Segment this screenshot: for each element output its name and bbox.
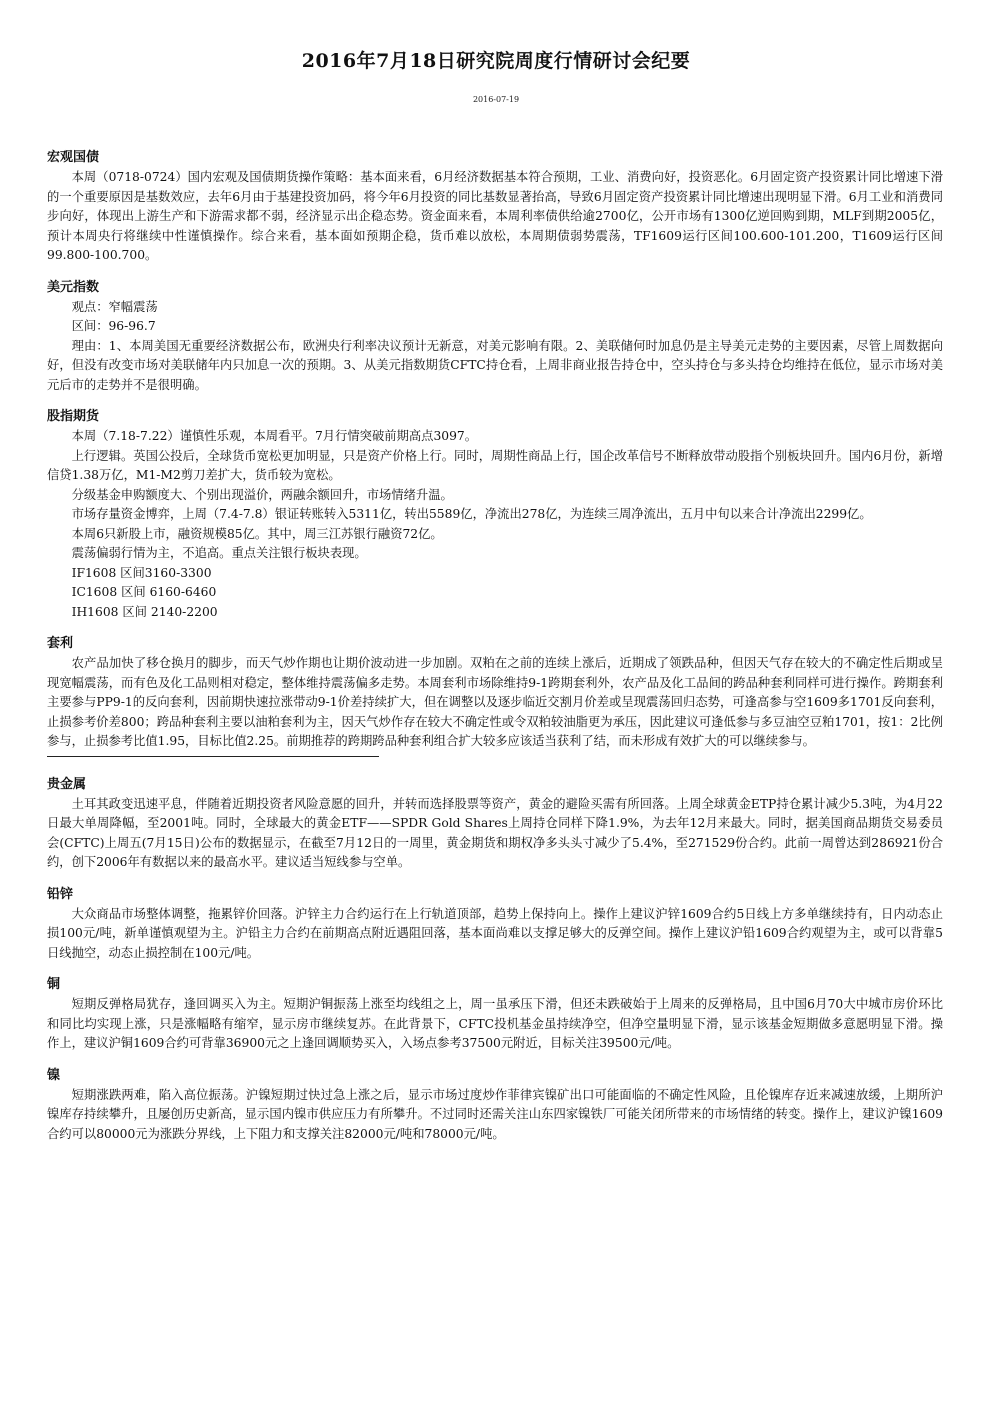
paragraph: 短期涨跌两难，陷入高位振荡。沪镍短期过快过急上涨之后，显示市场过度炒作菲律宾镍矿出口可能面临的不确定性风险，且伦镍库存近来减速放缓，上期所沪镍库存持续攀升，且屡创历史新高，显示国内镍市供应压力有所攀升。不过同时还需关注山东四家镍铁厂可能关闭所带来的市场情绪的转变。操作上，建议沪镍1609合约可以80000元为涨跌分界线，上下阻力和支撑关注82000元/吨和78000元/吨。 [47,1087,943,1141]
paragraph: 本周6只新股上市，融资规模85亿。其中，周三江苏银行融资72亿。 [71,526,443,541]
section-lead-zinc [47,885,943,964]
section-nickel [47,1066,943,1145]
section-stock-index-futures [47,407,943,622]
section-usd-index [47,278,943,396]
section-heading: 股指期货 [47,409,100,424]
paragraph: 短期反弹格局犹存，逢回调买入为主。短期沪铜振荡上涨至均线组之上，周一虽承压下滑，但还未跌破始于上周来的反弹格局，且中国6月70大中城市房价环比和同比均实现上涨，只是涨幅略有缩窄，显示房市继续复苏。在此背景下，CFTC投机基金虽持续净空，但净空量明显下滑，显示该基金短期做多意愿明显下滑。操作上，建议沪铜1609合约可背靠36900元之上逢回调顺势买入，入场点参考37500元附近，目标关注39500元/吨。 [47,997,943,1050]
range-line: IC1608 区间 6160-6460 [71,585,217,599]
section-copper [47,975,943,1054]
publish-date: 2016-07-19 [472,95,520,104]
paragraph: 本周（0718-0724）国内宏观及国债期货操作策略：基本面来看，6月经济数据基本符合预期，工业、消费向好，投资恶化。6月固定资产投资累计同比增速下滑的一个重要原因是基数效应，去年6月由于基建投资加码，将今年6月投资的同比基数显著抬高，导致6月固定资产投资累计同比增速出现明显下滑。6月工业和消费同步向好，体现出上游生产和下游需求都不弱，经济显示出企稳态势。资金面来看，本周利率债供给逾2700亿，公开市场有1300亿逆回购到期，MLF到期2005亿，预计本周央行将继续中性谨慎操作。综合来看，基本面如预期企稳，货币难以放松，本周期债弱势震荡，TF1609运行区间100.600-101.200，T1609运行区间99.800-100.700。 [47,170,943,262]
paragraph: 震荡偏弱行情为主，不追高。重点关注银行板块表现。 [71,546,367,560]
paragraph: 大众商品市场整体调整，拖累锌价回落。沪锌主力合约运行在上行轨道顶部，趋势上保持向上。操作上建议沪锌1609合约5日线上方多单继续持有，日内动态止损100元/吨，新单谨慎观望为主。沪铅主力合约在前期高点附近遇阻回落，基本面尚难以支撑足够大的反弹空间。操作上建议沪铅1609合约观望为主，或可以背靠5日线抛空，动态止损控制在100元/吨。 [47,906,943,960]
paragraph: 市场存量资金博弈，上周（7.4-7.8）银证转账转入5311亿，转出5589亿，净流出278亿，为连续三周净流出，五月中旬以来合计净流出2299亿。 [71,507,872,521]
horizontal-divider [47,756,379,757]
section-heading: 镍 [47,1067,61,1083]
page-title: 2016年7月18日研究院周度行情研讨会纪要 [301,50,691,72]
section-heading: 贵金属 [47,776,87,792]
section-heading: 铅锌 [47,886,74,902]
range-line: IF1608 区间3160-3300 [71,565,212,580]
report-body [47,148,943,1156]
section-heading: 宏观国债 [47,150,100,165]
reason-paragraph: 理由：1、本周美国无重要经济数据公布，欧洲央行利率决议预计无新意，对美元影响有限。2、美联储何时加息仍是主导美元走势的主要因素，尽管上周数据向好，但没有改变市场对美联储年内只加息一次的预期。3、从美元指数期货CFTC持仓看，上周非商业报告持仓中，空头持仓与多头持仓均维持在低位，显示市场对美元后市的走势并不是很明确。 [47,338,943,392]
range-line: IH1608 区间 2140-2200 [71,604,218,619]
range-line: 区间：96-96.7 [71,319,156,333]
paragraph: 分级基金申购额度大、个别出现溢价，两融余额回升，市场情绪升温。 [71,487,453,502]
paragraph: 农产品加快了移仓换月的脚步，而天气炒作期也让期价波动进一步加剧。双粕在之前的连续上涨后，近期成了领跌品种，但因天气存在较大的不确定性后期或呈现宽幅震荡，而有色及化工品则相对稳定，整体维持震荡偏多走势。本周套利市场除维持9-1跨期套利外，农产品及化工品间的跨品种套利同样可进行操作。跨期套利主要参与PP9-1的反向套利，因前期快速拉涨带动9-1价差持续扩大，但在调整以及逐步临近交割月价差或呈现震荡回归态势，可逢高参与空1609多1701反向套利，止损参考价差800；跨品种套利主要以油粕套利为主，因天气炒作存在较大不确定性或令双粕较油脂更为承压，因此建议可逢低参与多豆油空豆粕1701，按1：2比例参与，止损参考比值1.95，目标比值2.25。前期推荐的跨期跨品种套利组合扩大较多应该适当获利了结，而未形成有效扩大的可以继续参与。 [47,656,943,748]
section-heading: 美元指数 [47,279,100,295]
section-precious-metals [47,775,943,873]
section-arbitrage [47,634,943,752]
paragraph: 土耳其政变迅速平息，伴随着近期投资者风险意愿的回升，并转而选择股票等资产，黄金的避险买需有所回落。上周全球黄金ETP持仓累计减少5.3吨，为4月22日最大单周降幅，至2001吨。同时，全球最大的黄金ETF——SPDR Gold Shares上周持仓同样下降1.9%，为去年12月来最大。同时，据美国商品期货交易委员会(CFTC)上周五(7月15日)公布的数据显示，在截至7月12日的一周里，黄金期货和期权净多头头寸减少了5.4%，至271529份合约。此前一周曾达到286921份合约，创下2006年有数据以来的最高水平。建议适当短线参与空单。 [47,796,943,869]
paragraph: 上行逻辑。英国公投后，全球货币宽松更加明显，只是资产价格上行。同时，周期性商品上行，国企改革信号不断释放带动股指个别板块回升。国内6月份，新增信贷1.38万亿，M1-M2剪刀差扩大，货币较为宽松。 [47,448,943,482]
paragraph: 本周（7.18-7.22）谨慎性乐观，本周看平。7月行情突破前期高点3097。 [71,429,478,443]
view-line: 观点：窄幅震荡 [71,299,158,314]
section-heading: 铜 [47,977,61,992]
section-macro [47,148,943,266]
section-heading: 套利 [47,636,74,651]
